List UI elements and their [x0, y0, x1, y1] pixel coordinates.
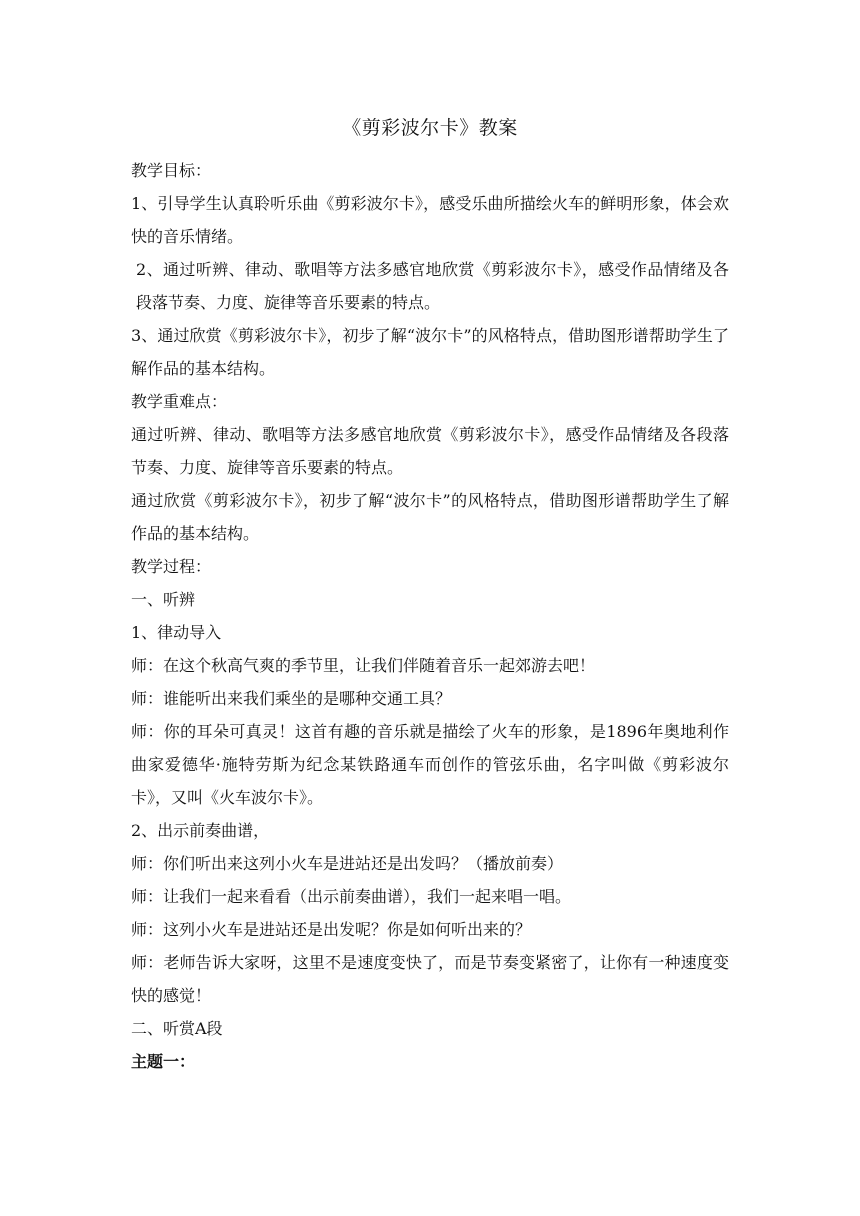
document-body: [131, 112, 729, 1078]
teacher-line: 师：你们听出来这列小火车是进站还是出发吗？（播放前奏）: [131, 854, 564, 873]
document-title: 《剪彩波尔卡》教案: [342, 117, 518, 139]
teacher-line: 师：这列小火车是进站还是出发呢？你是如何听出来的？: [131, 920, 532, 939]
teacher-line: 师：老师告诉大家呀，这里不是速度变快了，而是节奏变紧密了，让你有一种速度变快的感觉！: [131, 953, 729, 1005]
process-step-2-heading: 2、出示前奏曲谱，: [131, 821, 270, 840]
key-point-1: 通过听辨、律动、歌唱等方法多感官地欣赏《剪彩波尔卡》，感受作品情绪及各段落节奏、力度、旋律等音乐要素的特点。: [131, 425, 729, 477]
teacher-line: 师：在这个秋高气爽的季节里，让我们伴随着音乐一起郊游去吧！: [131, 656, 596, 675]
teacher-line: 师：你的耳朵可真灵！这首有趣的音乐就是描绘了火车的形象，是1896年奥地利作曲家爱德华·施特劳斯为纪念某铁路通车而创作的管弦乐曲，名字叫做《剪彩波尔卡》，又叫《火车波尔卡》。: [131, 722, 729, 807]
goal-item-2: 2、通过听辨、律动、歌唱等方法多感官地欣赏《剪彩波尔卡》，感受作品情绪及各段落节奏、力度、旋律等音乐要素的特点。: [136, 260, 729, 312]
theme-one-heading: 主题一：: [131, 1052, 196, 1071]
goal-item-1: 1、引导学生认真聆听乐曲《剪彩波尔卡》，感受乐曲所描绘火车的鲜明形象，体会欢快的音乐情绪。: [131, 194, 729, 246]
key-point-2: 通过欣赏《剪彩波尔卡》，初步了解“波尔卡”的风格特点，借助图形谱帮助学生了解作品的基本结构。: [131, 491, 729, 543]
teacher-line: 师：让我们一起来看看（出示前奏曲谱），我们一起来唱一唱。: [131, 887, 572, 906]
teacher-line: 师：谁能听出来我们乘坐的是哪种交通工具？: [131, 689, 452, 708]
goal-item-3: 3、通过欣赏《剪彩波尔卡》，初步了解“波尔卡”的风格特点，借助图形谱帮助学生了解作品的基本结构。: [131, 326, 729, 378]
process-part-2-heading: 二、听赏A段: [131, 1019, 223, 1038]
process-step-1-heading: 1、律动导入: [131, 623, 222, 642]
section-heading-key-points: 教学重难点：: [131, 392, 228, 411]
section-heading-teaching-goals: 教学目标：: [131, 161, 212, 180]
process-part-1-heading: 一、听辨: [131, 590, 196, 609]
section-heading-process: 教学过程：: [131, 557, 212, 576]
